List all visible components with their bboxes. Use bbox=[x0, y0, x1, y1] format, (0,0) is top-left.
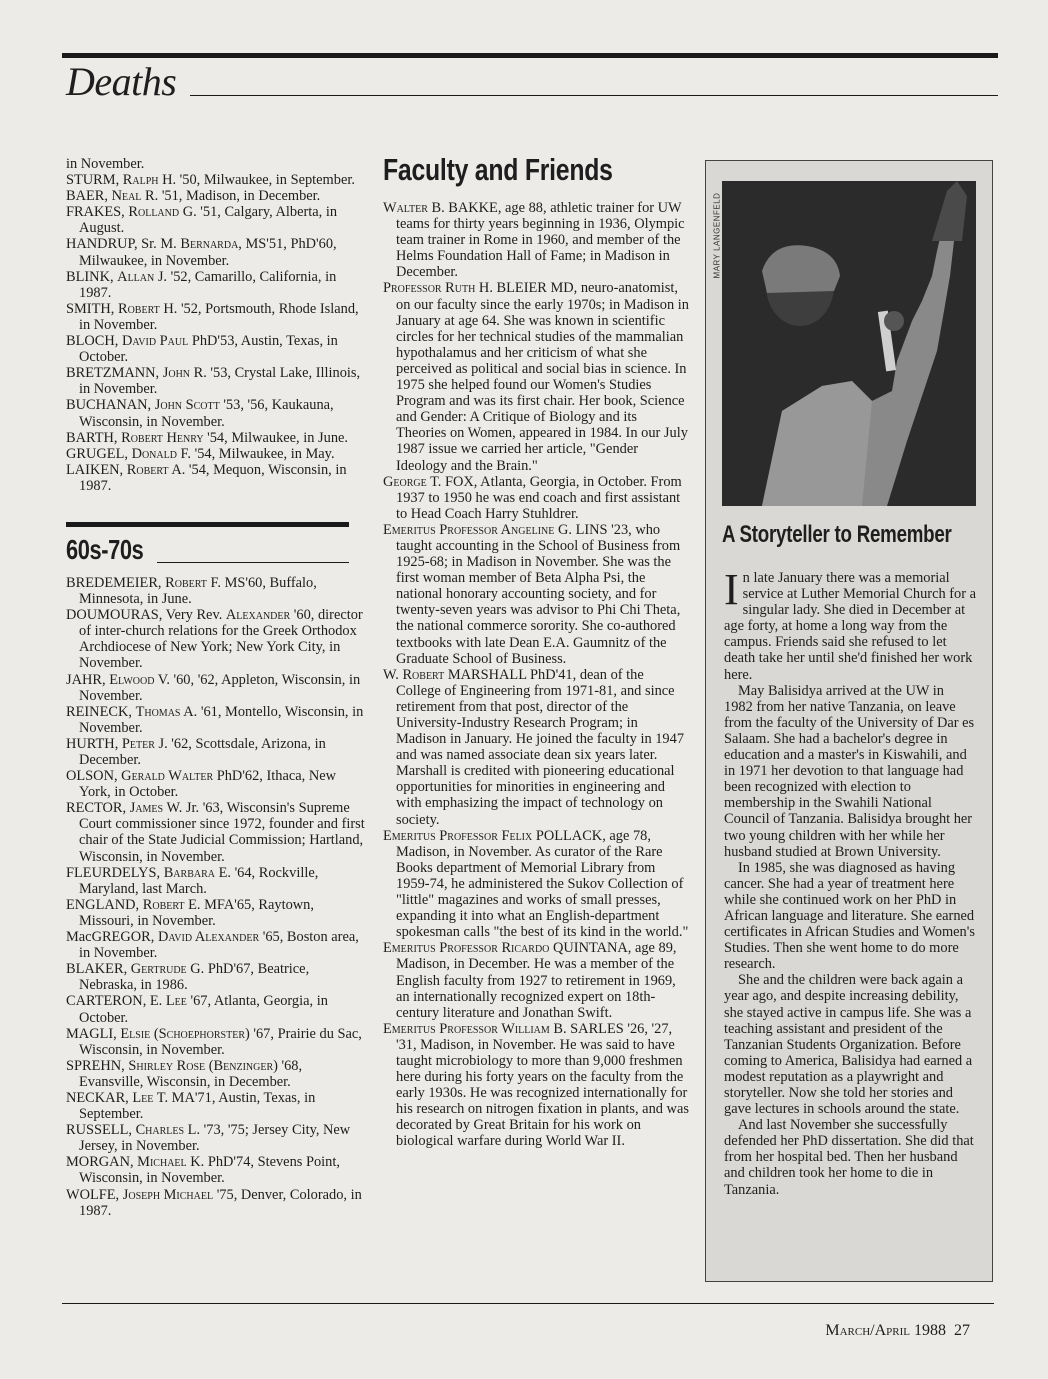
obituary-entry: GRUGEL, Donald F. '54, Milwaukee, in May. bbox=[66, 445, 335, 462]
obituary-entry: BLAKER, Gertrude G. PhD'67, Beatrice, Nebraska, in 1986. bbox=[66, 961, 310, 994]
faculty-list bbox=[383, 200, 689, 1150]
obituary-entry: CARTERON, E. Lee '67, Atlanta, Georgia, in October. bbox=[66, 993, 328, 1026]
obituary-entry: FRAKES, Rolland G. '51, Calgary, Alberta, in August. bbox=[66, 204, 338, 237]
obituary-entry: Emeritus Professor Angeline G. LINS '23, who taught accounting in the School of Business from 1925-68; in Madison in November. She was the first woman member of Beta Alpha Psi, the national honorary accounting society, and for twenty-seven years was advisor to Phi Chi Theta, the national commerce sorority. She co-authored textbooks with late Dean E.A. Gaumnitz of the Graduate School of Business. bbox=[383, 521, 681, 667]
obituary-entry: BARTH, Robert Henry '54, Milwaukee, in June. bbox=[66, 429, 349, 446]
obituary-entry: OLSON, Gerald Walter PhD'62, Ithaca, New York, in October. bbox=[66, 768, 337, 801]
death-list-50s bbox=[66, 156, 366, 494]
bottom-rule bbox=[62, 1303, 994, 1304]
obituary-entry: MORGAN, Michael K. PhD'74, Stevens Point, Wisconsin, in November. bbox=[66, 1154, 340, 1187]
section-rule bbox=[66, 522, 349, 527]
obituary-entry: BLOCH, David Paul PhD'53, Austin, Texas, in October. bbox=[66, 333, 338, 366]
obituary-entry: HANDRUP, Sr. M. Bernarda, MS'51, PhD'60, Milwaukee, in November. bbox=[66, 236, 337, 269]
obituary-entry: Professor Ruth H. BLEIER MD, neuro-anatomist, on our faculty since the early 1970s; in Madison in January at age 64. She was known in scientific circles for her technical studies of the mammalian hypothalamus and her criticism of what she perceived as political and social bias in science. In 1975 she helped found our Women's Studies Program and was its first chair. Her book, Science and Gender: A Critique of Biology and its Theories on Women, appeared in 1984. In our July 1987 issue we carried her article, "Gender Ideology and the Brain." bbox=[383, 280, 689, 474]
obituary-entry: REINECK, Thomas A. '61, Montello, Wisconsin, in November. bbox=[66, 703, 364, 736]
storyteller-photo bbox=[722, 181, 976, 506]
faculty-title: Faculty and Friends bbox=[383, 152, 613, 187]
obituary-entry: RUSSELL, Charles L. '73, '75; Jersey City, New Jersey, in November. bbox=[66, 1122, 351, 1155]
obituary-entry: MacGREGOR, David Alexander '65, Boston area, in November. bbox=[66, 929, 359, 962]
obituary-entry: George T. FOX, Atlanta, Georgia, in October. From 1937 to 1950 he was end coach and first assistant to Head Coach Harry Stuhldrer. bbox=[383, 473, 682, 522]
middle-column bbox=[383, 152, 689, 1150]
obituary-entry: W. Robert MARSHALL PhD'41, dean of the College of Engineering from 1971-81, and since retirement from that post, director of the University-Industry Research Program; in Madison in January. He joined the faculty in 1947 and was named associate dean six years later. Marshall is credited with pioneering educational opportunities for minorities in engineering and with emphasizing the impact of technology on society. bbox=[383, 666, 685, 828]
section-title-60s-70s: 60s-70s bbox=[66, 533, 144, 565]
sidebar-paragraph: She and the children were back again a year ago, and despite increasing debility, she stayed active in campus life. She was a teaching assistant and president of the Tanzanian Students Organization. Before coming to America, Balisidya had earned a modest reputation as a playwright and storyteller. Now she told her stories and gave lectures in schools around the state. bbox=[724, 972, 973, 1118]
obituary-entry: ENGLAND, Robert E. MFA'65, Raytown, Missouri, in November. bbox=[66, 896, 314, 929]
obituary-entry: SPREHN, Shirley Rose (Benzinger) '68, Evansville, Wisconsin, in December. bbox=[66, 1057, 303, 1090]
obituary-entry: LAIKEN, Robert A. '54, Mequon, Wisconsin, in 1987. bbox=[66, 461, 347, 494]
death-list-60s-70s bbox=[66, 575, 366, 1219]
obituary-entry: FLEURDELYS, Barbara E. '64, Rockville, Maryland, last March. bbox=[66, 864, 319, 897]
obituary-entry: WOLFE, Joseph Michael '75, Denver, Colorado, in 1987. bbox=[66, 1186, 362, 1219]
sidebar-paragraph: In late January there was a memorial service at Luther Memorial Church for a singular lady. She died in December at age forty, at home a long way from the campus. Friends said she refused to let death take her until she'd finished her work here. bbox=[724, 565, 977, 683]
obituary-entry: BLINK, Allan J. '52, Camarillo, California, in 1987. bbox=[66, 268, 337, 301]
obituary-entry: BAER, Neal R. '51, Madison, in December. bbox=[66, 188, 321, 205]
obituary-entry: Emeritus Professor Felix POLLACK, age 78, Madison, in November. As curator of the Rare Books department of Memorial Library from 1959-74, he administered the Sukov Collection of "little" magazines and works of small presses, expanding it into what an English-department spokesman calls "the best of its kind in the world." bbox=[383, 827, 689, 941]
sidebar-title: A Storyteller to Remember bbox=[722, 521, 952, 548]
sidebar-paragraph: May Balisidya arrived at the UW in 1982 from her native Tanzania, on leave from the faculty of the University of Dar es Salaam. She had a bachelor's degree in education and a master's in Kiswahili, and in 1971 her devotion to that language had been recognized with election to membership in the Swahili National Council of Tanzania. Balisidya brought her two young children with her while her husband studied at Brown University. bbox=[724, 682, 975, 860]
obituary-entry: JAHR, Elwood V. '60, '62, Appleton, Wisconsin, in November. bbox=[66, 671, 361, 704]
obituary-entry: Emeritus Professor Ricardo QUINTANA, age 89, Madison, in December. He was a member of the English faculty from 1927 to retirement in 1969, an internationally recognized expert on 18th-century literature and Jonathan Swift. bbox=[383, 940, 677, 1021]
left-column bbox=[66, 156, 366, 1219]
obituary-entry: RECTOR, James W. Jr. '63, Wisconsin's Supreme Court commissioner since 1972, founder and first chair of the State Judicial Commission; Hartland, Wisconsin, in November. bbox=[66, 800, 365, 865]
section-header bbox=[66, 533, 366, 569]
sidebar-body bbox=[724, 565, 977, 1198]
obituary-entry: BREDEMEIER, Robert F. MS'60, Buffalo, Minnesota, in June. bbox=[66, 574, 317, 608]
obituary-entry: Emeritus Professor William B. SARLES '26, '27, '31, Madison, in November. He was said to have taught microbiology to more than 9,000 freshmen here during his forty years on the faculty from the early 1930s. He was recognized internationally for his research on nitrogen fixation in plants, and was decorated by Great Britain for his work on biological warfare during World War II. bbox=[383, 1020, 689, 1150]
obituary-entry: SMITH, Robert H. '52, Portsmouth, Rhode Island, in November. bbox=[66, 300, 359, 333]
photo-credit: MARY LANGENFELD bbox=[712, 192, 722, 279]
sidebar-paragraph: And last November she successfully defended her PhD dissertation. She did that from her hospital bed. Then her husband and children took her home to die in Tanzania. bbox=[724, 1117, 974, 1198]
masthead-underline bbox=[190, 95, 998, 96]
obituary-entry: DOUMOURAS, Very Rev. Alexander '60, director of inter-church relations for the Greek Orthodox Archdiocese of New York; New York City, in November. bbox=[66, 607, 363, 672]
sidebar-paragraph: In 1985, she was diagnosed as having cancer. She had a year of treatment here while she continued work on her PhD in African language and literature. She earned certificates in African Studies and Women's Studies. Then she went home to do more research. bbox=[724, 859, 975, 973]
section-masthead: Deaths bbox=[66, 59, 177, 104]
obituary-entry: HURTH, Peter J. '62, Scottsdale, Arizona, in December. bbox=[66, 735, 326, 768]
page-number: 27 bbox=[954, 1322, 970, 1339]
top-rule bbox=[62, 53, 998, 58]
issue-date: March/April 1988 bbox=[825, 1322, 946, 1339]
obituary-entry: NECKAR, Lee T. MA'71, Austin, Texas, in September. bbox=[66, 1089, 316, 1123]
obituary-entry: BRETZMANN, John R. '53, Crystal Lake, Illinois, in November. bbox=[66, 365, 361, 398]
obituary-entry: STURM, Ralph H. '50, Milwaukee, in September. bbox=[66, 172, 355, 189]
obituary-entry: in November. bbox=[66, 156, 145, 172]
section-underline bbox=[157, 562, 349, 563]
obituary-entry: MAGLI, Elsie (Schoephorster) '67, Prairie du Sac, Wisconsin, in November. bbox=[66, 1025, 362, 1058]
obituary-entry: Walter B. BAKKE, age 88, athletic trainer for UW teams for thirty years beginning in 1936, Olympic team trainer in Rome in 1960, and member of the Helms Foundation Hall of Fame; in Madison in December. bbox=[383, 200, 685, 281]
dropcap: I bbox=[724, 565, 739, 614]
obituary-entry: BUCHANAN, John Scott '53, '56, Kaukauna, Wisconsin, in November. bbox=[66, 397, 334, 430]
page-folio bbox=[825, 1322, 970, 1340]
